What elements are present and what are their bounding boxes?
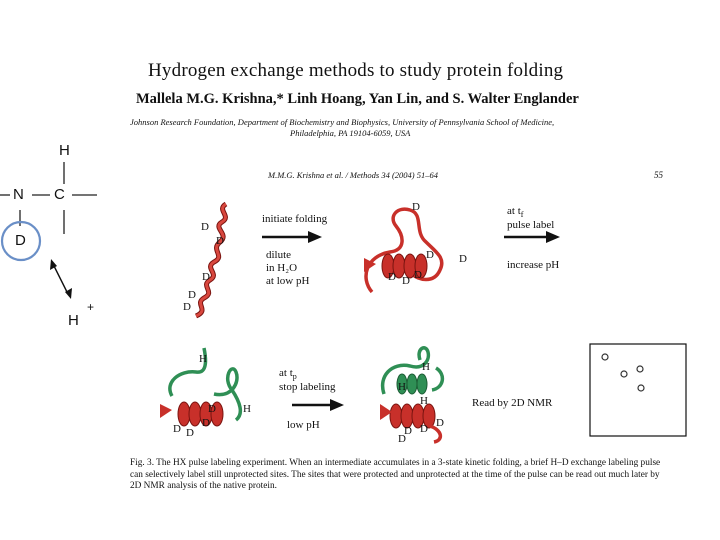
marker-d: D	[202, 417, 210, 429]
native-green-right	[432, 368, 442, 390]
marker-d: D	[173, 423, 181, 435]
marker-d: D	[216, 235, 224, 247]
step3-label-stop: stop labeling	[279, 381, 336, 393]
marker-h: H	[398, 381, 406, 393]
marker-d: D	[183, 301, 191, 313]
marker-d: D	[426, 249, 434, 261]
marker-d: D	[420, 423, 428, 435]
marker-d: D	[412, 201, 420, 213]
arrow-initiate-folding	[262, 231, 322, 243]
marker-d: D	[459, 253, 467, 265]
affiliation-line-1: Johnson Research Foundation, Department of Biochemistry and Biophysics, University of Pennsylvania School of Medicine,	[130, 117, 555, 127]
marker-d: D	[404, 425, 412, 437]
labeled-helix	[178, 402, 223, 426]
molecule-c: C	[54, 186, 65, 203]
step1-label-h2o: in H₂O	[266, 262, 298, 274]
marker-h: H	[199, 353, 207, 365]
step2-label-at-tf: at $t_f$	[507, 205, 524, 220]
native-red-helix	[390, 404, 435, 428]
step2-label-pulse: pulse label	[507, 219, 555, 231]
exchange-arrow	[50, 259, 72, 299]
step1-label-dilute: dilute	[266, 249, 292, 261]
marker-h: H	[420, 395, 428, 407]
figure-caption: Fig. 3. The HX pulse labeling experiment. When an intermediate accumulates in a 3-state kinetic folding, a brief H–D exchange labeling pulse can selectively label still unprotected sites. The sites that were protected and unprotected at the time of the pulse can be read out much later by 2D NMR analysis of the native protein.	[130, 458, 661, 491]
step3-label-low-ph: low pH	[287, 419, 320, 431]
step3-label-at-tp: at $t_p$	[279, 367, 297, 382]
marker-d: D	[402, 275, 410, 287]
marker-d: D	[202, 271, 210, 283]
step2-label-increase-ph: increase pH	[507, 259, 560, 271]
labeled-strand	[160, 404, 172, 418]
marker-d: D	[414, 269, 422, 281]
marker-d: D	[388, 271, 396, 283]
marker-d: D	[398, 433, 406, 445]
arrow-pulse-label	[504, 231, 560, 243]
affiliation-line-2: Philadelphia, PA 19104-6059, USA	[290, 128, 411, 138]
step1-label-initiate: initiate folding	[262, 213, 328, 225]
page-number: 55	[654, 170, 663, 180]
marker-d: D	[201, 221, 209, 233]
molecule-d: D	[15, 232, 26, 249]
molecule-n: N	[13, 186, 24, 203]
marker-d: D	[188, 289, 196, 301]
paper-title: Hydrogen exchange methods to study protein folding	[148, 60, 564, 81]
step1-label-low-ph: at low pH	[266, 275, 310, 287]
marker-h: H	[243, 403, 251, 415]
arrow-stop-labeling	[292, 399, 344, 411]
paper-authors: Mallela M.G. Krishna,* Linh Hoang, Yan Lin, and S. Walter Englander	[136, 91, 579, 107]
molecule-plus: +	[87, 300, 95, 314]
marker-d: D	[436, 417, 444, 429]
marker-d: D	[208, 403, 216, 415]
step4-label-read-nmr: Read by 2D NMR	[472, 397, 553, 409]
molecule-h-top: H	[59, 142, 70, 159]
journal-citation: M.M.G. Krishna et al. / Methods 34 (2004) 51–64	[268, 170, 438, 180]
marker-h: H	[422, 361, 430, 373]
marker-d: D	[186, 427, 194, 439]
molecule-h-bottom: H	[68, 312, 79, 329]
